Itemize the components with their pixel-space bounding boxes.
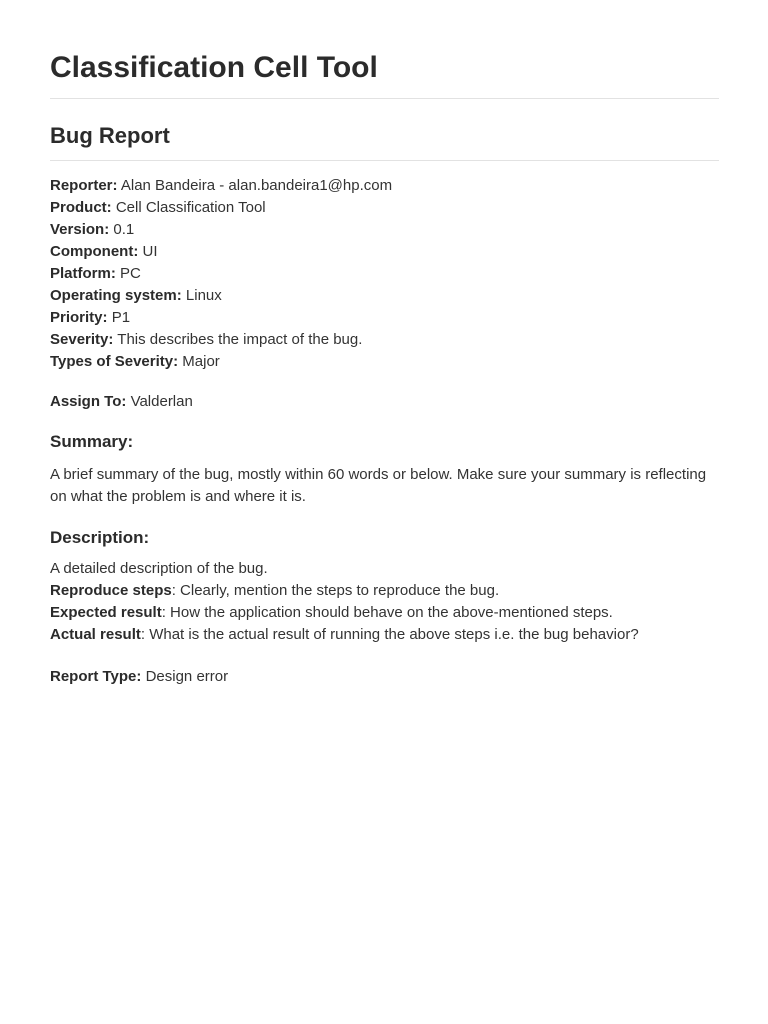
subtitle-divider xyxy=(50,160,719,161)
bug-report-page xyxy=(50,0,719,688)
field-value: Valderlan xyxy=(130,393,193,410)
field-priority xyxy=(50,307,719,329)
description-item-label: Reproduce steps xyxy=(50,582,172,599)
description-intro: A detailed description of the bug. xyxy=(50,560,268,577)
field-label: Version: xyxy=(50,221,110,238)
field-value: P1 xyxy=(111,309,131,326)
field-label: Product: xyxy=(50,199,112,216)
field-label: Assign To: xyxy=(50,393,127,410)
description-heading: Description: xyxy=(50,528,150,547)
field-value: PC xyxy=(120,265,141,282)
field-types-of-severity xyxy=(50,351,719,373)
field-operating-system xyxy=(50,285,719,307)
field-value: This describes the impact of the bug. xyxy=(117,331,363,348)
description-item-label: Actual result xyxy=(50,626,141,643)
field-label: Report Type: xyxy=(50,668,142,685)
field-assign-to xyxy=(50,391,719,413)
field-product xyxy=(50,197,719,219)
report-subtitle: Bug Report xyxy=(50,123,170,148)
description-item-value: : Clearly, mention the steps to reproduce the bug. xyxy=(171,582,500,599)
description-item-value: : How the application should behave on the above-mentioned steps. xyxy=(161,604,613,621)
summary-heading: Summary: xyxy=(50,432,134,451)
field-value: 0.1 xyxy=(113,221,135,238)
field-report-type xyxy=(50,666,719,688)
description-item-actual-result xyxy=(50,624,719,646)
description-item-label: Expected result xyxy=(50,604,162,621)
description-item-expected-result xyxy=(50,602,719,624)
summary-text: A brief summary of the bug, mostly within 60 words or below. Make sure your summary is reflecting on what the problem is and where it is. xyxy=(50,466,707,505)
description-item-value: : What is the actual result of running the above steps i.e. the bug behavior? xyxy=(140,626,639,643)
report-fields xyxy=(50,175,719,373)
field-severity xyxy=(50,329,719,351)
document-title: Classification Cell Tool xyxy=(50,51,378,84)
field-label: Types of Severity: xyxy=(50,353,179,370)
field-value: UI xyxy=(142,243,158,260)
field-reporter xyxy=(50,175,719,197)
field-value: Design error xyxy=(145,668,229,685)
field-component xyxy=(50,241,719,263)
field-label: Priority: xyxy=(50,309,108,326)
description-block xyxy=(50,558,719,646)
field-platform xyxy=(50,263,719,285)
field-label: Platform: xyxy=(50,265,116,282)
field-version xyxy=(50,219,719,241)
field-value: Cell Classification Tool xyxy=(115,199,266,216)
field-value: Major xyxy=(182,353,220,370)
field-value: Linux xyxy=(185,287,222,304)
field-label: Component: xyxy=(50,243,139,260)
field-label: Operating system: xyxy=(50,287,182,304)
field-label: Reporter: xyxy=(50,177,118,194)
field-value: Alan Bandeira - alan.bandeira1@hp.com xyxy=(120,177,393,194)
description-item-reproduce-steps xyxy=(50,580,719,602)
field-label: Severity: xyxy=(50,331,114,348)
